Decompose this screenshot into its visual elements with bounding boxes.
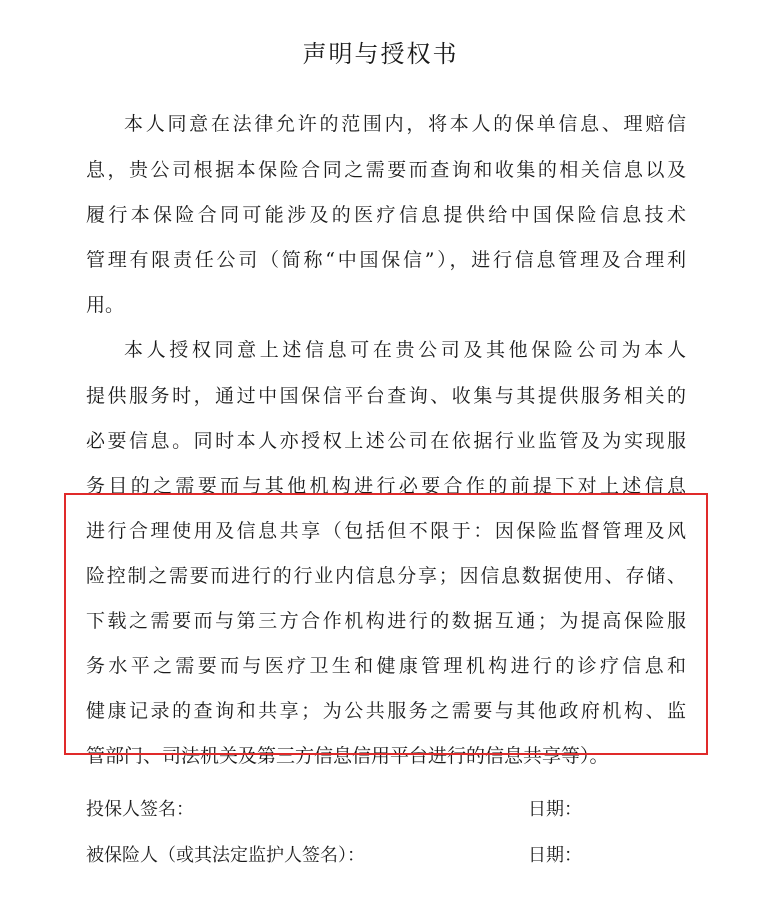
date-label-1: 日期： xyxy=(528,799,582,820)
paragraph-2-line-4: 务目的之需要而与其他机构进行必要合作的前提下对上述信息 xyxy=(86,475,686,497)
paragraph-2-line-7: 下载之需要而与第三方合作机构进行的数据互通；为提高保险服 xyxy=(86,610,686,632)
document-title: 声明与授权书 xyxy=(302,40,459,68)
paragraph-1-line-4: 管理有限责任公司（简称“中国保信”），进行信息管理及合理利 xyxy=(86,249,686,271)
paragraph-2-line-2: 提供服务时，通过中国保信平台查询、收集与其提供服务相关的 xyxy=(86,385,686,407)
paragraph-2-line-6: 险控制之需要而进行的行业内信息分享；因信息数据使用、存储、 xyxy=(86,565,686,587)
paragraph-2-line-3: 必要信息。同时本人亦授权上述公司在依据行业监管及为实现服 xyxy=(86,430,686,452)
paragraph-2-line-8: 务水平之需要而与医疗卫生和健康管理机构进行的诊疗信息和 xyxy=(86,655,686,677)
paragraph-2-line-5: 进行合理使用及信息共享（包括但不限于：因保险监督管理及风 xyxy=(86,520,686,542)
paragraph-2-line-9: 健康记录的查询和共享；为公共服务之需要与其他政府机构、监 xyxy=(86,700,686,722)
date-label-2: 日期： xyxy=(528,845,582,866)
paragraph-1-line-3: 履行本保险合同可能涉及的医疗信息提供给中国保险信息技术 xyxy=(86,204,686,226)
paragraph-2-line-10: 管部门、司法机关及第三方信息信用平台进行的信息共享等）。 xyxy=(86,745,609,767)
paragraph-1-line-2: 息，贵公司根据本保险合同之需要而查询和收集的相关信息以及 xyxy=(86,159,686,181)
paragraph-1-line-1: 本人同意在法律允许的范围内，将本人的保单信息、理赔信 xyxy=(124,113,686,135)
highlight-box xyxy=(64,493,708,755)
paragraph-2-line-1: 本人授权同意上述信息可在贵公司及其他保险公司为本人 xyxy=(124,339,686,361)
paragraph-1-line-5: 用。 xyxy=(86,294,125,316)
insured-signature-label: 被保险人（或其法定监护人签名）： xyxy=(86,845,365,866)
policyholder-signature-label: 投保人签名： xyxy=(86,799,194,820)
